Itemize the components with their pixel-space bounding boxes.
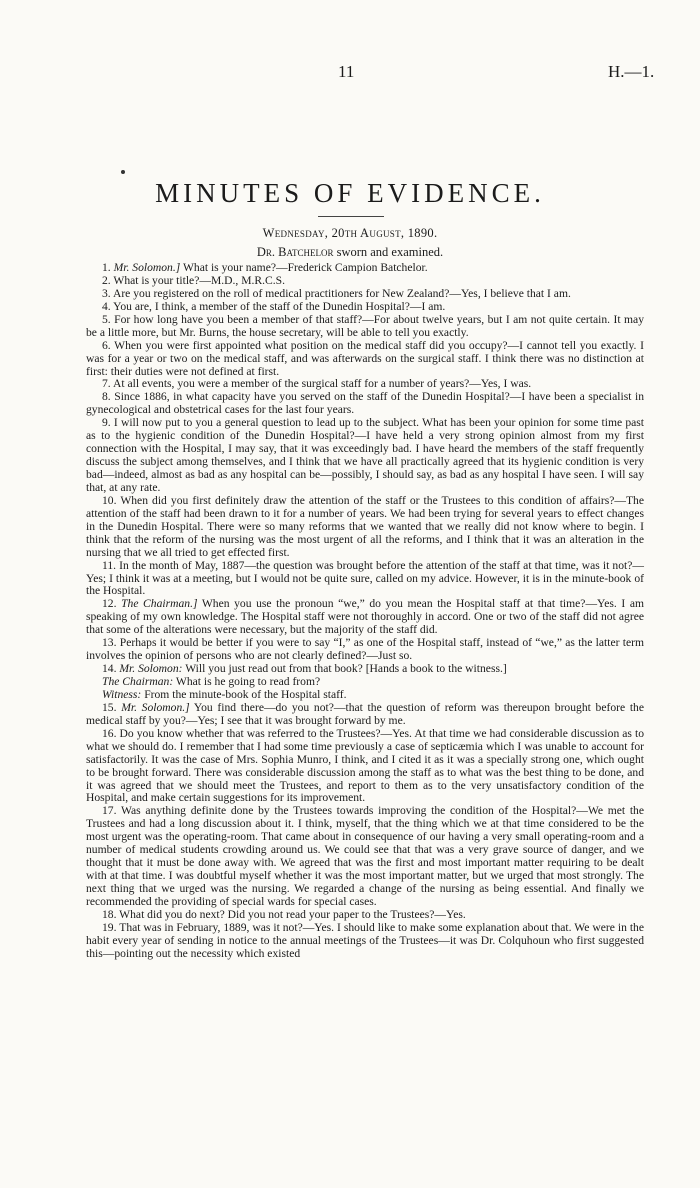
evidence-paragraph: 2. What is your title?—M.D., M.R.C.S. <box>102 273 286 287</box>
evidence-body <box>86 262 644 961</box>
speaker-label: The Chairman: <box>102 675 174 688</box>
evidence-paragraph <box>86 262 644 275</box>
speaker-label: Mr. Solomon.] <box>113 261 181 274</box>
evidence-paragraph: 8. Since 1886, in what capacity have you served on the staff of the Dunedin Hospital?—I have been a specialist in gynecological and obstetrical cases for the last four years. <box>86 390 644 417</box>
witness-status: sworn and examined. <box>336 245 444 259</box>
session-date: Wednesday, 20th August, 1890. <box>262 226 438 240</box>
evidence-paragraph: 19. That was in February, 1889, was it not?—Yes. I should like to make some explanation about that. We were in the habit every year of sending in notice to the annual meetings of the Trustees—it was Dr. Colquhoun who first suggested this—pointing out the necessity which existed <box>86 920 644 960</box>
evidence-paragraph: 5. For how long have you been a member of that staff?—For about twelve years, but I am not quite certain. It may be a little more, but Mr. Burns, the house secretary, will be able to tell you exactly. <box>86 312 644 339</box>
question-number: 12. <box>102 597 122 611</box>
evidence-paragraph <box>86 702 644 728</box>
question-number: 15. <box>102 700 122 714</box>
evidence-paragraph: 4. You are, I think, a member of the staff of the Dunedin Hospital?—I am. <box>102 299 446 313</box>
evidence-paragraph: 3. Are you registered on the roll of medical practitioners for New Zealand?—Yes, I believe that I am. <box>102 286 571 300</box>
document-reference: H.—1. <box>608 62 655 81</box>
speaker-label: Witness: <box>102 687 142 701</box>
speaker-label: Mr. Solomon: <box>119 662 183 676</box>
speaker-label: The Chairman.] <box>121 597 198 611</box>
paragraph-text: What is he going to read from? <box>175 675 321 688</box>
evidence-paragraph: 11. In the month of May, 1887—the question was brought before the attention of the staff at that time, was it not?—Yes; I think it was at a meeting, but I would not be quite sure, called on my advice. However, it is in the minute-book of the Hospital. <box>86 558 644 598</box>
paragraph-text: From the minute-book of the Hospital staff. <box>144 687 347 701</box>
title-divider <box>318 216 384 217</box>
witness-heading <box>0 245 700 260</box>
evidence-paragraph <box>86 598 644 637</box>
page-number: 11 <box>338 62 355 81</box>
paragraph-text: Will you just read out from that book? [Hands a book to the witness.] <box>182 662 507 676</box>
witness-name: Dr. Batchelor <box>256 245 334 259</box>
page-title: MINUTES OF EVIDENCE. <box>155 178 545 208</box>
question-number: 1. <box>102 261 114 274</box>
evidence-paragraph: 18. What did you do next? Did you not read your paper to the Trustees?—Yes. <box>102 907 466 921</box>
paragraph-text: When you use the pronoun “we,” do you mean the Hospital staff at that time?—Yes. I am speaking of my own knowledge. The Hospital staff were not thoroughly in accord. One or two of the staff did not agree that some of the alterations were necessary, but the majority of the staff did. <box>86 597 644 637</box>
decorative-dot <box>121 170 125 174</box>
question-number: 14. <box>102 662 120 676</box>
evidence-paragraph: 7. At all events, you were a member of the surgical staff for a number of years?—Yes, I was. <box>102 377 532 391</box>
evidence-paragraph: 6. When you were first appointed what position on the medical staff did you occupy?—I cannot tell you exactly. I was for a year or two on the medical staff, and was afterwards on the surgical staff. I think there was no distinction at first: their duties were not defined at first. <box>86 338 644 378</box>
evidence-paragraph: 16. Do you know whether that was referred to the Trustees?—Yes. At that time we had considerable discussion as to what we should do. I remember that I had some time previously a case of septicæmia which I was unable to account for satisfactorily. It was the case of Mrs. Sophia Munro, I think, and I cited it as it was a specially strong one, which ought to be brought forward. There was considerable discussion among the staff as to what was the best thing to be done, and it was agreed that we should meet the Trustees, and report to them as to the very unsatisfactory condition of the Hospital, and make certain suggestions for its improvement. <box>86 726 644 805</box>
paragraph-text: You find there—do you not?—that the question of reform was thereupon brought before the medical staff by you?—Yes; I see that it was brought forward by me. <box>86 700 644 727</box>
evidence-paragraph: 10. When did you first definitely draw the attention of the staff or the Trustees to this condition of affairs?—The attention of the staff had been drawn to it for a number of years. We had been trying for several years to effect changes in the Dunedin Hospital. There were so many reforms that we wanted that we really did not know where to begin. I think that the reform of the nursing was the most urgent of all the reforms, and I think that it was an alteration in the nursing that we all tried to get effected first. <box>86 493 644 559</box>
paragraph-text: What is your name?—Frederick Campion Batchelor. <box>180 261 428 274</box>
evidence-paragraph: 13. Perhaps it would be better if you were to say “I,” as one of the Hospital staff, instead of “we,” as the latter term involves the opinion of persons who are not clearly defined?—Just so. <box>86 636 644 663</box>
evidence-paragraph: 9. I will now put to you a general question to lead up to the subject. What has been your opinion for some time past as to the hygienic condition of the Dunedin Hospital?—I have held a very strong opinion almost from my first connection with the Hospital, I may say, that it was exceedingly bad. I have heard the members of the staff frequently discuss the subject among themselves, and I think that we have all practically agreed that its hygienic condition is very bad—indeed, almost as bad as any hospital can be—possibly, I should say, as bad as any hospital I have seen. I will say that, at any rate. <box>86 416 644 494</box>
evidence-paragraph: 17. Was anything definite done by the Trustees towards improving the condition of the Hospital?—We met the Trustees and had a long discussion about it. I think, myself, that the thing which we at that time considered to be the most urgent was the operating-room. That came about in consequence of our having a very small operating-room and a number of medical students crowding around us. We could see that that was a very grave source of danger, and we thought that it must be done away with. We agreed that was the first and most important matter requiring to be dealt with at that time. I was doubtful myself whether it was the most important matter, but we urged that most strongly. The next thing that we urged was the nursing. We regarded a change of the nursing as being essential. And finally we recommended the providing of special wards for special cases. <box>86 804 644 908</box>
speaker-label: Mr. Solomon.] <box>121 700 190 714</box>
